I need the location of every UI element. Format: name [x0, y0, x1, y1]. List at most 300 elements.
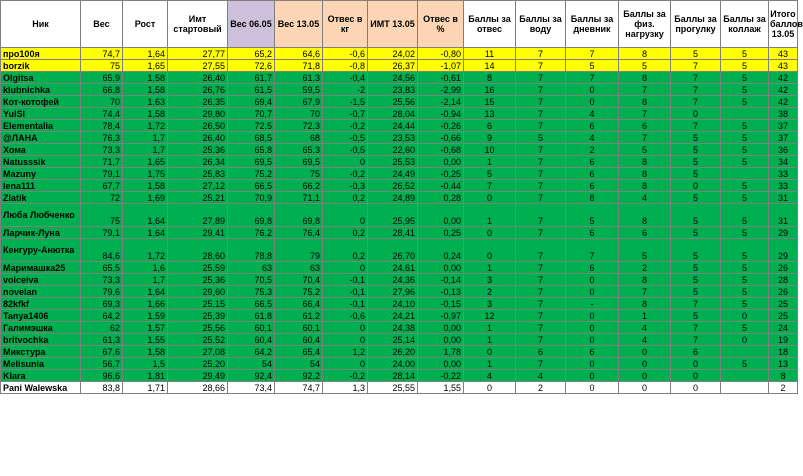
nick-cell: Melisunia	[1, 358, 81, 370]
score-cell: 5	[671, 132, 721, 144]
value-cell: 69,8	[228, 204, 275, 227]
value-cell: -0,6	[323, 310, 368, 322]
value-cell: -0,1	[323, 274, 368, 286]
score-cell: 0	[566, 310, 619, 322]
value-cell: 64,2	[81, 310, 123, 322]
value-cell: 23,53	[368, 132, 418, 144]
score-cell: 5	[566, 60, 619, 72]
score-cell: 7	[516, 120, 566, 132]
value-cell: 68,5	[228, 132, 275, 144]
score-cell: 6	[566, 346, 619, 358]
score-cell: 5	[671, 310, 721, 322]
column-header: Баллы за воду	[516, 1, 566, 48]
value-cell: -0,25	[418, 168, 464, 180]
value-cell: 27,12	[168, 180, 228, 192]
score-cell: 42	[769, 96, 798, 108]
table-row	[1, 108, 798, 120]
column-header: Ник	[1, 1, 81, 48]
score-cell: 0	[671, 382, 721, 394]
score-cell: 6	[566, 262, 619, 274]
value-cell: 29,41	[168, 227, 228, 239]
nick-cell: voiceiva	[1, 274, 81, 286]
value-cell: 28,41	[368, 227, 418, 239]
score-cell: 5	[671, 168, 721, 180]
value-cell: 1,66	[123, 298, 168, 310]
score-cell: 7	[516, 298, 566, 310]
score-cell: 5	[671, 262, 721, 274]
value-cell: 66,4	[275, 298, 323, 310]
table-body	[1, 48, 798, 394]
score-cell: 0	[619, 370, 671, 382]
value-cell: -0,68	[418, 144, 464, 156]
nick-cell: borzik	[1, 60, 81, 72]
value-cell: 0,00	[418, 204, 464, 227]
value-cell: 25,56	[368, 96, 418, 108]
value-cell: 0,2	[323, 192, 368, 204]
score-cell: 5	[671, 156, 721, 168]
score-cell: 8	[619, 72, 671, 84]
score-cell: 5	[619, 144, 671, 156]
score-cell: 19	[769, 334, 798, 346]
score-cell: 7	[516, 358, 566, 370]
nick-cell: Хома	[1, 144, 81, 156]
score-cell: 6	[671, 346, 721, 358]
score-cell	[721, 346, 769, 358]
value-cell: 76,3	[81, 132, 123, 144]
value-cell: 25,21	[168, 192, 228, 204]
score-cell: 26	[769, 286, 798, 298]
score-cell: 5	[619, 239, 671, 262]
score-cell: 5	[721, 84, 769, 96]
score-cell: 7	[619, 132, 671, 144]
value-cell: -0,2	[323, 370, 368, 382]
value-cell: 73,3	[81, 274, 123, 286]
score-cell: 7	[516, 72, 566, 84]
score-cell: 7	[566, 48, 619, 60]
score-cell: 6	[516, 346, 566, 358]
value-cell: 1,58	[123, 72, 168, 84]
value-cell: 54	[275, 358, 323, 370]
value-cell: 27,96	[368, 286, 418, 298]
score-cell: -	[566, 298, 619, 310]
value-cell: 0,00	[418, 322, 464, 334]
score-cell: 0	[566, 358, 619, 370]
value-cell: 25,55	[368, 382, 418, 394]
table-row	[1, 84, 798, 96]
value-cell: 75	[81, 204, 123, 227]
score-cell: 7	[516, 274, 566, 286]
nick-cell: Галимэшка	[1, 322, 81, 334]
score-cell: 6	[566, 120, 619, 132]
value-cell: 0	[323, 262, 368, 274]
value-cell: 71,1	[275, 192, 323, 204]
score-cell: 3	[464, 298, 516, 310]
value-cell: -0,13	[418, 286, 464, 298]
score-cell: 1	[619, 310, 671, 322]
value-cell: 28,14	[368, 370, 418, 382]
value-cell: 61,5	[228, 84, 275, 96]
value-cell: 25,36	[168, 144, 228, 156]
value-cell: 61,3	[81, 334, 123, 346]
score-cell: 5	[721, 239, 769, 262]
score-cell: 25	[769, 298, 798, 310]
value-cell: 25,95	[368, 204, 418, 227]
value-cell: 60,4	[275, 334, 323, 346]
value-cell: 67,9	[275, 96, 323, 108]
value-cell: 1,59	[123, 310, 168, 322]
value-cell: 0,2	[323, 239, 368, 262]
score-cell: 43	[769, 48, 798, 60]
value-cell: 26,70	[368, 239, 418, 262]
value-cell: 0	[323, 204, 368, 227]
value-cell: 0,00	[418, 334, 464, 346]
value-cell: 24,44	[368, 120, 418, 132]
value-cell: 26,40	[168, 132, 228, 144]
column-header: Рост	[123, 1, 168, 48]
table-row	[1, 322, 798, 334]
value-cell: -0,26	[418, 120, 464, 132]
nick-cell: Люба Любченко	[1, 204, 81, 227]
score-cell: 6	[566, 156, 619, 168]
table-row	[1, 346, 798, 358]
value-cell: 0	[323, 156, 368, 168]
value-cell: 66,5	[228, 180, 275, 192]
value-cell: 25,59	[168, 262, 228, 274]
value-cell: 22,60	[368, 144, 418, 156]
nick-cell: Klara	[1, 370, 81, 382]
value-cell: 0	[323, 334, 368, 346]
value-cell: 25,14	[368, 334, 418, 346]
value-cell: -0,6	[323, 48, 368, 60]
score-cell: 12	[464, 310, 516, 322]
score-cell	[721, 168, 769, 180]
value-cell: 66,8	[81, 84, 123, 96]
value-cell: 76,2	[228, 227, 275, 239]
score-cell: 5	[721, 60, 769, 72]
value-cell: 70,4	[275, 274, 323, 286]
value-cell: 65,4	[275, 346, 323, 358]
score-cell: 5	[721, 227, 769, 239]
table-row	[1, 334, 798, 346]
value-cell: 26,76	[168, 84, 228, 96]
value-cell: 71,8	[275, 60, 323, 72]
nick-cell: 82kfkf	[1, 298, 81, 310]
value-cell: 0,00	[418, 262, 464, 274]
value-cell: 78,4	[81, 120, 123, 132]
value-cell: 73,3	[81, 144, 123, 156]
value-cell: 1,3	[323, 382, 368, 394]
value-cell: 1,2	[323, 346, 368, 358]
value-cell: 1,58	[123, 346, 168, 358]
score-cell: 5	[671, 48, 721, 60]
value-cell: -0,1	[323, 298, 368, 310]
value-cell: 25,15	[168, 298, 228, 310]
score-cell: 28	[769, 274, 798, 286]
nick-cell: Pani Walewska	[1, 382, 81, 394]
score-cell: 8	[619, 168, 671, 180]
table-row	[1, 227, 798, 239]
value-cell: -0,2	[323, 120, 368, 132]
value-cell: 0,00	[418, 358, 464, 370]
score-cell: 36	[769, 144, 798, 156]
value-cell: -0,22	[418, 370, 464, 382]
score-cell: 5	[671, 239, 721, 262]
column-header: Имт стартовый	[168, 1, 228, 48]
score-cell: 6	[619, 227, 671, 239]
nick-cell: Elementalia	[1, 120, 81, 132]
score-cell: 0	[721, 334, 769, 346]
score-cell: 5	[671, 286, 721, 298]
score-cell: 8	[464, 72, 516, 84]
nick-cell: novelan	[1, 286, 81, 298]
score-cell: 42	[769, 72, 798, 84]
score-cell: 5	[721, 96, 769, 108]
score-cell: 7	[464, 180, 516, 192]
value-cell: 70	[81, 96, 123, 108]
score-cell: 5	[721, 358, 769, 370]
value-cell: -0,8	[323, 60, 368, 72]
column-header: ИМТ 13.05	[368, 1, 418, 48]
value-cell: 67,7	[81, 180, 123, 192]
score-cell: 6	[566, 168, 619, 180]
score-cell: 5	[721, 298, 769, 310]
value-cell: 64,2	[228, 346, 275, 358]
score-cell: 7	[619, 108, 671, 120]
value-cell: 25,56	[168, 322, 228, 334]
value-cell: 66,2	[275, 180, 323, 192]
value-cell: 60,1	[228, 322, 275, 334]
value-cell: -0,1	[323, 286, 368, 298]
score-cell: 29	[769, 239, 798, 262]
score-cell: 5	[721, 48, 769, 60]
column-header: Отвес в %	[418, 1, 464, 48]
score-cell: 5	[721, 274, 769, 286]
value-cell: 1,5	[123, 358, 168, 370]
value-cell: 0,24	[418, 239, 464, 262]
score-cell: 5	[721, 262, 769, 274]
value-cell: 26,34	[168, 156, 228, 168]
value-cell: 1,71	[123, 382, 168, 394]
value-cell: 1,7	[123, 132, 168, 144]
score-cell: 0	[566, 370, 619, 382]
score-cell: 7	[671, 60, 721, 72]
value-cell: 26,40	[168, 72, 228, 84]
column-header: Вес 13.05	[275, 1, 323, 48]
score-cell: 5	[721, 144, 769, 156]
score-cell: 8	[619, 156, 671, 168]
table-row	[1, 298, 798, 310]
value-cell: 69,4	[228, 96, 275, 108]
value-cell: 69,5	[275, 156, 323, 168]
table-row	[1, 156, 798, 168]
score-cell: 0	[619, 358, 671, 370]
score-cell: 7	[671, 96, 721, 108]
value-cell: 75	[81, 60, 123, 72]
value-cell: -2,14	[418, 96, 464, 108]
value-cell: -0,3	[323, 180, 368, 192]
score-cell: 0	[671, 180, 721, 192]
score-cell: 0	[464, 192, 516, 204]
score-cell: 15	[464, 96, 516, 108]
value-cell: 92,4	[228, 370, 275, 382]
value-cell: 75	[275, 168, 323, 180]
score-cell: 5	[671, 274, 721, 286]
score-cell: 0	[566, 322, 619, 334]
value-cell: 1,65	[123, 156, 168, 168]
value-cell: 56,7	[81, 358, 123, 370]
score-cell: 5	[671, 144, 721, 156]
score-cell: 7	[671, 334, 721, 346]
score-cell: 1	[464, 334, 516, 346]
score-cell: 14	[464, 60, 516, 72]
score-cell: 7	[516, 168, 566, 180]
score-cell: 8	[619, 96, 671, 108]
value-cell: 74,4	[81, 108, 123, 120]
score-cell: 1	[464, 322, 516, 334]
score-cell: 38	[769, 108, 798, 120]
score-cell: 7	[516, 144, 566, 156]
table-row	[1, 370, 798, 382]
value-cell: -0,15	[418, 298, 464, 310]
score-cell: 0	[721, 310, 769, 322]
value-cell: 1,6	[123, 262, 168, 274]
value-cell: 61,2	[275, 310, 323, 322]
score-cell: 25	[769, 310, 798, 322]
score-cell: 0	[464, 382, 516, 394]
nick-cell: Кенгуру-Анютка	[1, 239, 81, 262]
value-cell: 0,2	[323, 227, 368, 239]
score-cell: 4	[619, 334, 671, 346]
score-cell: 7	[516, 60, 566, 72]
score-cell: 7	[619, 84, 671, 96]
value-cell: 24,49	[368, 168, 418, 180]
score-cell: 4	[566, 108, 619, 120]
value-cell: 72,6	[228, 60, 275, 72]
score-cell: 10	[464, 144, 516, 156]
score-cell: 5	[566, 204, 619, 227]
column-header: Вес	[81, 1, 123, 48]
value-cell: 1,64	[123, 286, 168, 298]
value-cell: 72	[81, 192, 123, 204]
value-cell: 79,6	[81, 286, 123, 298]
value-cell: -2,99	[418, 84, 464, 96]
score-cell: 7	[671, 72, 721, 84]
value-cell: 26,20	[368, 346, 418, 358]
score-cell: 7	[516, 48, 566, 60]
value-cell: 0,28	[418, 192, 464, 204]
value-cell: 79,1	[81, 227, 123, 239]
value-cell: 0	[323, 322, 368, 334]
value-cell: -0,44	[418, 180, 464, 192]
score-cell: 7	[516, 227, 566, 239]
score-cell: 1	[464, 358, 516, 370]
score-cell: 5	[721, 156, 769, 168]
nick-cell: Zlatik	[1, 192, 81, 204]
table-row	[1, 144, 798, 156]
value-cell: 79,1	[81, 168, 123, 180]
value-cell: 29,80	[168, 108, 228, 120]
score-cell: 0	[566, 96, 619, 108]
value-cell: 66,5	[228, 298, 275, 310]
value-cell: 63	[228, 262, 275, 274]
score-cell: 5	[721, 120, 769, 132]
score-cell: 4	[566, 132, 619, 144]
value-cell: 61,3	[275, 72, 323, 84]
table-row	[1, 204, 798, 227]
column-header: Баллы за прогулку	[671, 1, 721, 48]
value-cell: 59,5	[275, 84, 323, 96]
value-cell: 70,7	[228, 108, 275, 120]
value-cell: 65,9	[81, 72, 123, 84]
value-cell: 27,08	[168, 346, 228, 358]
table-row	[1, 60, 798, 72]
value-cell: 1,65	[123, 60, 168, 72]
score-cell: 4	[516, 370, 566, 382]
score-cell: 5	[671, 227, 721, 239]
value-cell: -0,14	[418, 274, 464, 286]
value-cell: 1,57	[123, 322, 168, 334]
score-cell: 5	[464, 168, 516, 180]
score-cell: 7	[671, 322, 721, 334]
score-cell: 8	[619, 298, 671, 310]
value-cell: 74,7	[81, 48, 123, 60]
value-cell: 70	[275, 108, 323, 120]
value-cell: 83,8	[81, 382, 123, 394]
score-cell: 18	[769, 346, 798, 358]
value-cell: 25,83	[168, 168, 228, 180]
value-cell: 1,58	[123, 84, 168, 96]
table-row	[1, 180, 798, 192]
value-cell: 1,75	[123, 168, 168, 180]
score-cell: 7	[671, 298, 721, 310]
nick-cell: @ЛАНА	[1, 132, 81, 144]
value-cell: 70,5	[228, 274, 275, 286]
value-cell: 29,49	[168, 370, 228, 382]
score-cell: 7	[516, 96, 566, 108]
score-cell: 5	[721, 322, 769, 334]
value-cell: 1,69	[123, 192, 168, 204]
score-cell: 5	[671, 204, 721, 227]
table-row	[1, 72, 798, 84]
header-row	[1, 1, 798, 48]
value-cell: 26,35	[168, 96, 228, 108]
nick-cell: lena111	[1, 180, 81, 192]
column-header: Баллы за физ. нагрузку	[619, 1, 671, 48]
value-cell: -0,5	[323, 144, 368, 156]
nick-cell: YulSl	[1, 108, 81, 120]
score-cell: 0	[464, 239, 516, 262]
value-cell: 75,3	[228, 286, 275, 298]
score-cell: 31	[769, 204, 798, 227]
value-cell: 69,3	[81, 298, 123, 310]
score-cell: 7	[619, 286, 671, 298]
score-cell: 7	[516, 180, 566, 192]
value-cell: -0,97	[418, 310, 464, 322]
value-cell: -0,2	[323, 168, 368, 180]
score-cell: 6	[566, 180, 619, 192]
value-cell: -2	[323, 84, 368, 96]
value-cell: -1,07	[418, 60, 464, 72]
score-cell: 7	[516, 239, 566, 262]
score-cell: 2	[516, 382, 566, 394]
value-cell: 84,6	[81, 239, 123, 262]
score-cell: 16	[464, 84, 516, 96]
table-row	[1, 48, 798, 60]
score-cell: 11	[464, 48, 516, 60]
value-cell: 60,4	[228, 334, 275, 346]
score-cell: 0	[464, 346, 516, 358]
value-cell: 24,56	[368, 72, 418, 84]
